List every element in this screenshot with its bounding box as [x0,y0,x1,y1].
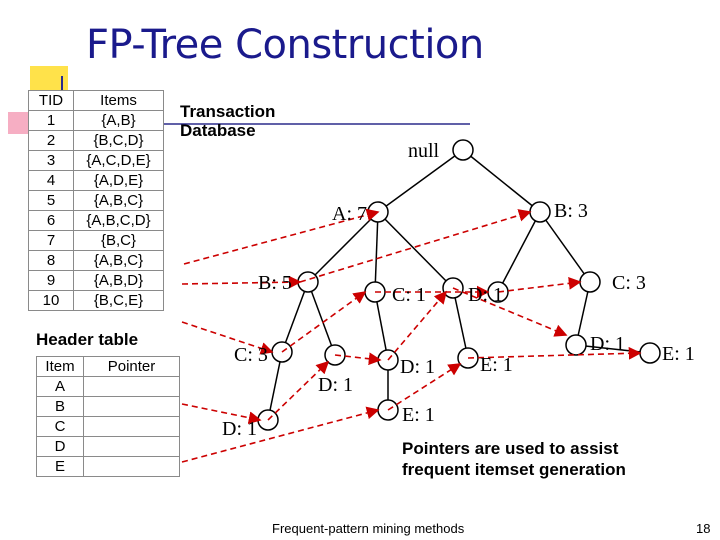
note-line: frequent itemset generation [402,460,626,479]
tid-cell: 9 [29,271,74,291]
items-cell: {A,B,D} [74,271,164,291]
column-header-pointer: Pointer [84,357,180,377]
page-number: 18 [696,521,711,536]
item-cell: E [37,457,84,477]
edge-b5-d1 [308,282,335,355]
column-header-item: Item [37,357,84,377]
header-table-caption: Header table [36,330,139,349]
edge-null-b3 [463,150,540,212]
caption-line: Transaction [180,102,276,121]
node-label-e1-b: E: 1 [662,343,695,365]
tid-cell: 8 [29,251,74,271]
item-cell: D [37,437,84,457]
tid-cell: 5 [29,191,74,211]
tid-cell: 1 [29,111,74,131]
tree-node-b3 [530,202,550,222]
pointer-arrow-c-link1 [282,292,365,352]
items-cell: {B,C,E} [74,291,164,311]
tree-node-null [453,140,473,160]
items-cell: {B,C} [74,231,164,251]
node-label-d1-d: D: 1 [590,333,625,355]
node-label-b5: B: 5 [258,272,292,294]
tree-node-e1-b [640,343,660,363]
items-cell: {A,B} [74,111,164,131]
node-label-d1-b: D: 1 [318,374,353,396]
tid-cell: 10 [29,291,74,311]
note-line: Pointers are used to assist [402,439,619,458]
item-cell: A [37,377,84,397]
tid-cell: 7 [29,231,74,251]
node-label-d1: D: 1 [468,284,503,306]
slide-title: FP-Tree Construction [86,22,484,68]
column-header-items: Items [74,91,164,111]
pointer-note [402,438,626,480]
column-header-tid: TID [29,91,74,111]
items-cell: {A,B,C} [74,251,164,271]
tree-node-c3 [580,272,600,292]
node-label-d1-c: D: 1 [400,356,435,378]
node-label-c3-b: C: 3 [234,344,268,366]
node-label-a7: A: 7 [332,203,367,225]
item-cell: C [37,417,84,437]
item-cell: B [37,397,84,417]
tid-cell: 2 [29,131,74,151]
edge-a-d1 [378,212,453,288]
items-cell: {A,C,D,E} [74,151,164,171]
node-label-b3: B: 3 [554,200,588,222]
pointer-arrow-e [182,410,378,462]
pointer-arrow-c-link3 [498,282,580,292]
slide-footer: Frequent-pattern mining methods [272,521,465,536]
node-label-e1-c: E: 1 [402,404,435,426]
tid-cell: 6 [29,211,74,231]
node-label-null: null [408,140,440,162]
node-label-c3: C: 3 [612,272,646,294]
node-label-d1-e: D: 1 [222,418,257,440]
edge-b3-c1 [498,212,540,292]
edge-a-c1 [375,212,378,292]
items-cell: {A,D,E} [74,171,164,191]
tid-cell: 3 [29,151,74,171]
node-label-c1: C: 1 [392,284,426,306]
node-label-e1: E: 1 [480,354,513,376]
tid-cell: 4 [29,171,74,191]
items-cell: {A,B,C} [74,191,164,211]
caption-line: Database [180,121,256,140]
tree-node-d1-d [566,335,586,355]
items-cell: {A,B,C,D} [74,211,164,231]
items-cell: {B,C,D} [74,131,164,151]
